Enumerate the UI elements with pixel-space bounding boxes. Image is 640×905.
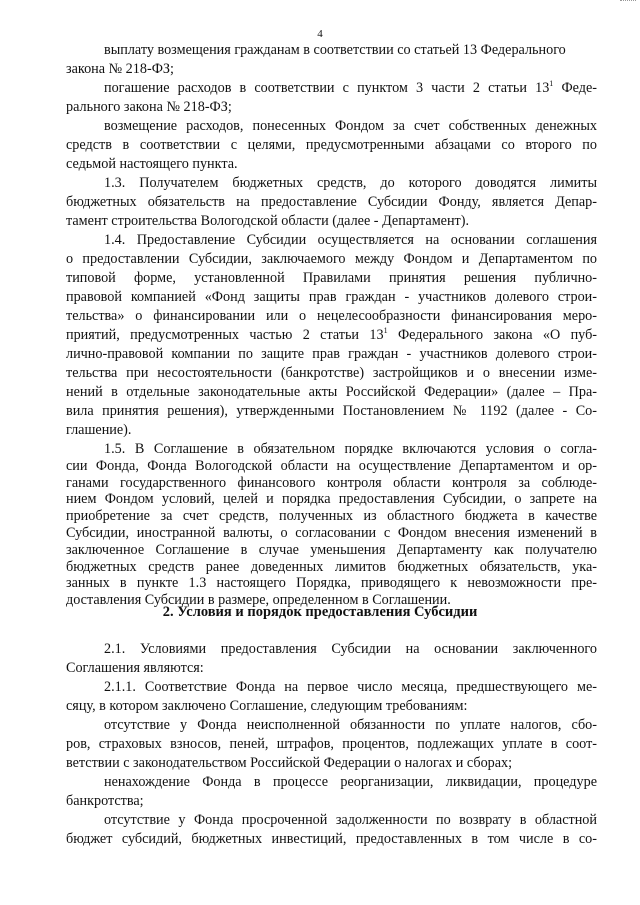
text-line: 1.4. Предоставление Субсидии осуществляется на основании соглашения (104, 232, 597, 248)
text-line: выплату возмещения гражданам в соответствии со статьей 13 Федерального (104, 42, 566, 58)
footnote-sup: 1 (383, 326, 388, 335)
text-line: 1.5. В Соглашение в обязательном порядке включаются условия о согла- (104, 441, 597, 457)
text-line: бюджетных обязательств на предоставление Субсидии Фонду, является Депар- (66, 194, 597, 210)
text-line: погашение расходов в соответствии с пунктом 3 части 2 статьи $13^1$ Феде- (104, 79, 597, 96)
text-line: глашение). (66, 422, 132, 438)
text-line: ненахождение Фонда в процессе реорганизации, ликвидации, процедуре (104, 774, 597, 790)
text-line: отсутствие у Фонда неисполненной обязанности по уплате налогов, сбо- (104, 717, 597, 733)
text-line: занных в пункте 1.3 настоящего Порядка, приводящего к невозможности пре- (66, 575, 597, 592)
text-line: 1.3. Получателем бюджетных средств, до которого доводятся лимиты (104, 175, 597, 191)
section-heading: 2. Условия и порядок предоставления Субсидии (162, 604, 478, 620)
text-line: нений в отдельные законодательные акты Российской Федерации» (далее – Пра- (66, 384, 597, 400)
text-line: ров, страховых взносов, пеней, штрафов, процентов, подлежащих уплате в соот- (66, 736, 597, 752)
text-line: средств в соответствии с целями, предусмотренными абзацами со второго по (66, 137, 597, 153)
text-line: заключенное Соглашение в случае уменьшения Департаменту как получателю (66, 541, 597, 558)
text-line: лично-правовой компании по защите прав граждан - участников долевого строи- (66, 346, 597, 362)
text-line: доставления Субсидии в размере, определенном в Соглашении. (66, 592, 451, 609)
text-line: 2.1. Условиями предоставления Субсидии на основании заключенного (104, 641, 597, 657)
text-line: типовой форме, установленной Правилами принятия решения публично- (66, 270, 597, 286)
text-line: правовой компанией «Фонд защиты прав граждан - участников долевого строи- (66, 289, 597, 305)
scan-edge-mark (620, 0, 636, 4)
text-line: нием Фондом условий, целей и порядка предоставления Субсидии, о запрете на (66, 491, 597, 508)
text-line: вила принятия решения), утвержденными Постановлением № 1192 (далее - Со- (66, 403, 597, 419)
text-line: ганами государственного финансового контроля области контроля за соблюде- (66, 474, 597, 491)
page-number: 4 (317, 28, 323, 40)
text-line: тамент строительства Вологодской области (далее - Департамент). (66, 213, 470, 229)
text-line: о предоставлении Субсидии, заключаемого между Фондом и Департаментом по (66, 251, 597, 267)
text-line: приобретение за счет средств, полученных из областного бюджета в качестве (66, 508, 597, 525)
text-line: 2.1.1. Соответствие Фонда на первое число месяца, предшествующего ме- (104, 679, 597, 695)
text-line: сии Фонда, Фонда Вологодской области на осуществление Департаментом и ор- (66, 457, 597, 474)
text-line: закона № 218-ФЗ; (66, 61, 174, 77)
text-line: Субсидии, иностранной валюты, о согласовании с Фондом внесения изменений в (66, 525, 597, 541)
text-line: тельства» о финансировании или о нецелесообразности финансирования меро- (66, 308, 597, 324)
footnote-sup: 1 (549, 79, 554, 88)
text-line: отсутствие у Фонда просроченной задолженности по возврату в областной (104, 812, 597, 828)
text-line: бюджет субсидий, бюджетных инвестиций, предоставленных в том числе в со- (66, 831, 597, 847)
text-line: тельства при несостоятельности (банкротстве) застройщиков и о внесении изме- (66, 365, 597, 381)
text-line: приятий, предусмотренных частью 2 статьи $13^1$ Федерального закона «О пуб- (66, 326, 598, 343)
text-line: рального закона № 218-ФЗ; (66, 99, 232, 115)
text-line: седьмой настоящего пункта. (66, 156, 238, 172)
text-line: ветствии с законодательством Российской Федерации о налогах и сборах; (66, 755, 513, 771)
text-line: Соглашения являются: (66, 660, 204, 676)
text-line: банкротства; (66, 793, 144, 809)
text-line: бюджетных средств ранее доведенных лимитов бюджетных обязательств, ука- (66, 558, 597, 575)
text-line: сяцу, в котором заключено Соглашение, следующим требованиям: (66, 698, 468, 714)
text-line: возмещение расходов, понесенных Фондом за счет собственных денежных (104, 118, 597, 134)
